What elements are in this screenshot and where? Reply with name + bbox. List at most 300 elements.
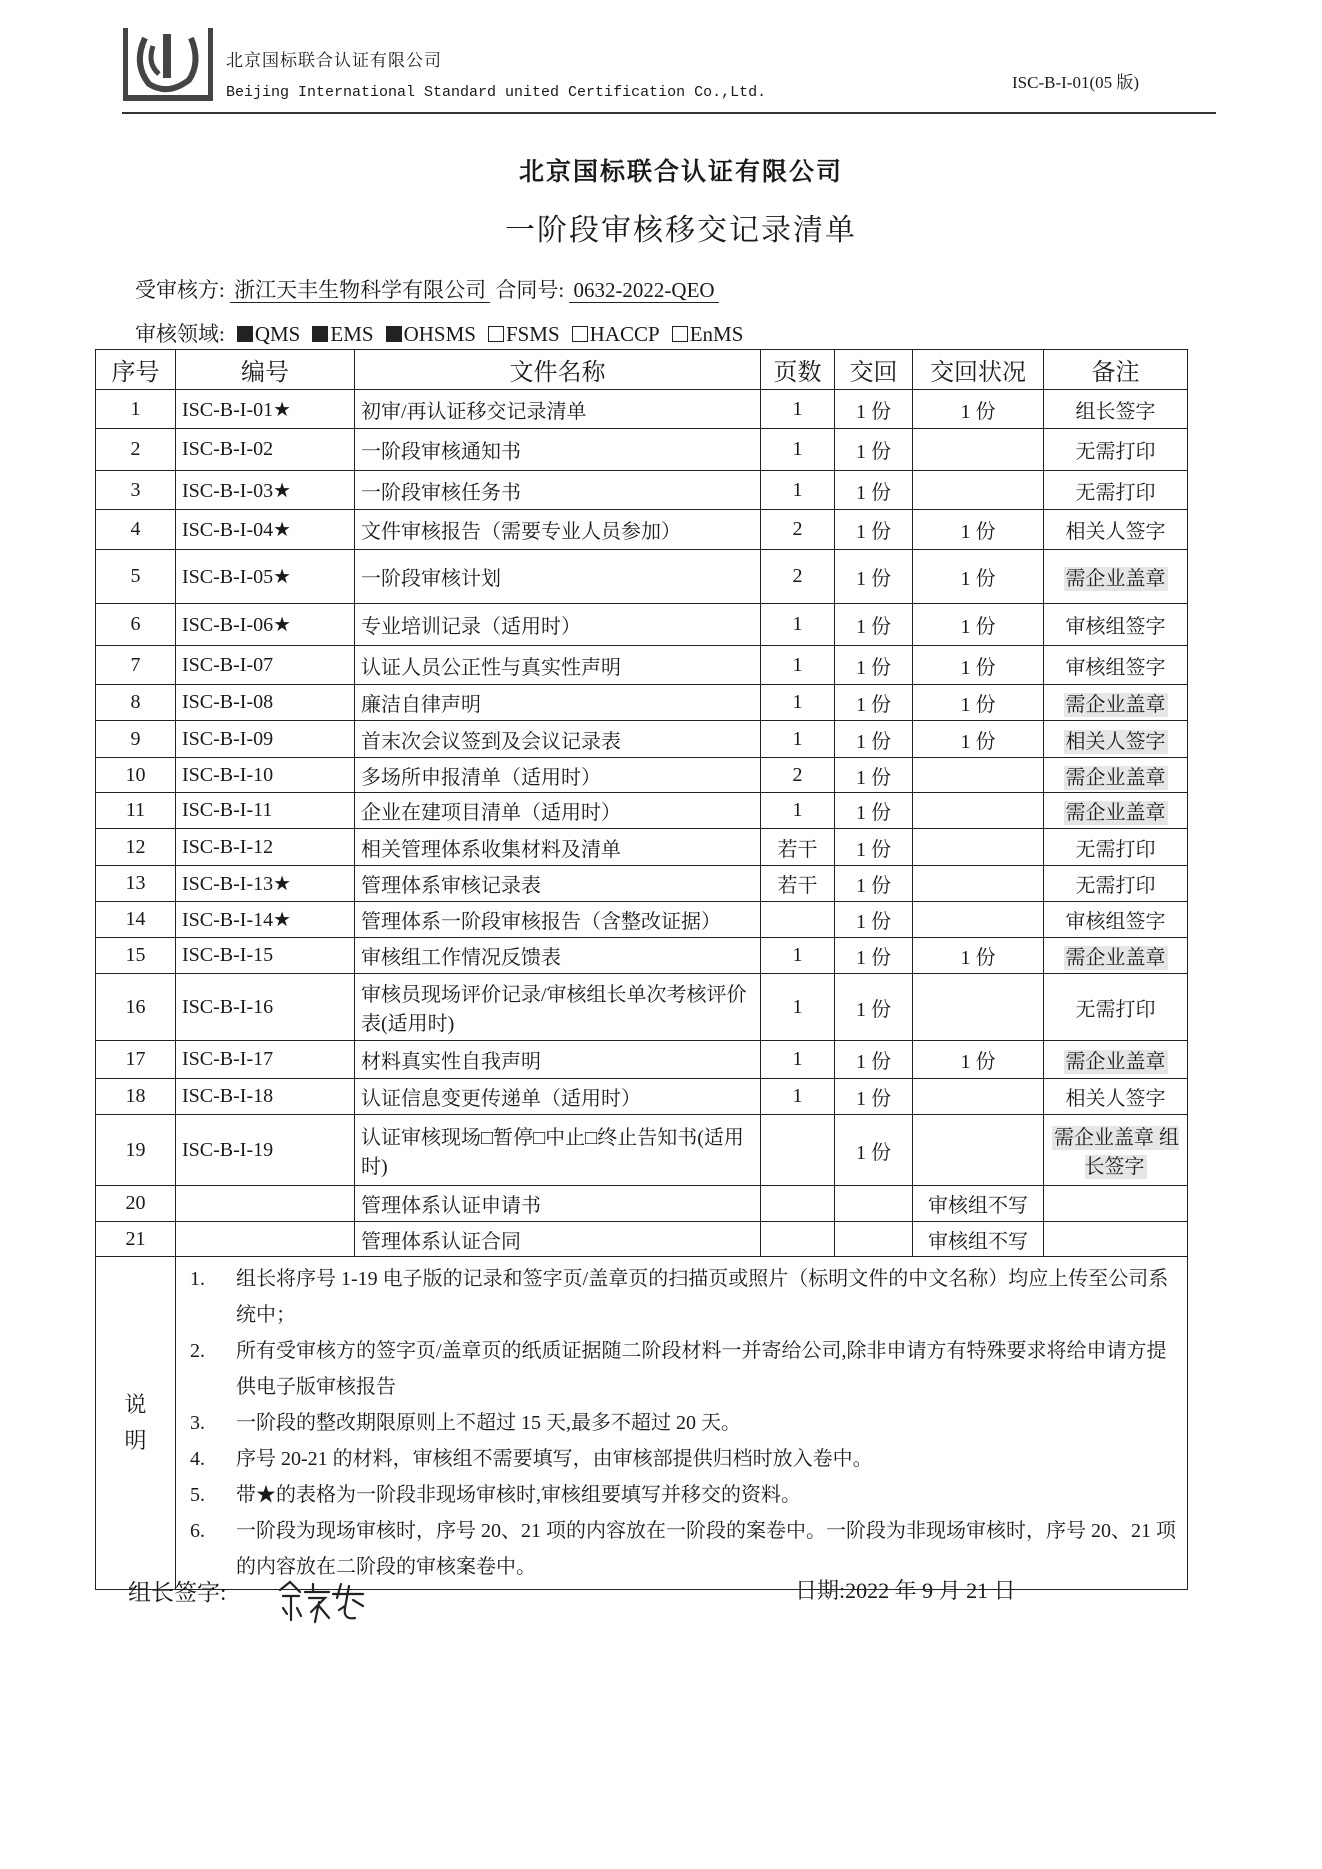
table-cell bbox=[355, 758, 761, 793]
table-cell bbox=[355, 429, 761, 471]
cell-text: 无需打印 bbox=[1075, 481, 1156, 504]
cell-text: 1 份 bbox=[856, 1051, 891, 1073]
cell-text: 16 bbox=[125, 995, 146, 1018]
notes-row bbox=[96, 1257, 1188, 1590]
company-name-en: Beijing International Standard united Certification Co.,Ltd. bbox=[226, 84, 767, 101]
date-value: 2022 年 9 月 21 日 bbox=[845, 1578, 1016, 1603]
table-cell bbox=[355, 866, 761, 902]
cell-text: 1 份 bbox=[960, 730, 996, 753]
table-row bbox=[96, 510, 1188, 550]
cell-text: 1 份 bbox=[960, 616, 996, 638]
table-cell bbox=[176, 866, 355, 902]
table-cell bbox=[1044, 866, 1188, 902]
checkbox-icon bbox=[572, 326, 588, 342]
table-cell bbox=[355, 685, 761, 721]
cell-text: 2 bbox=[792, 565, 803, 587]
cell-text: 2 bbox=[792, 763, 803, 786]
table-row bbox=[96, 685, 1188, 721]
table-row bbox=[96, 646, 1188, 685]
cell-text: 9 bbox=[130, 727, 141, 750]
cell-text: 1 份 bbox=[960, 656, 996, 679]
table-row bbox=[96, 721, 1188, 758]
scope-option-label: QMS bbox=[254, 322, 301, 346]
table-cell bbox=[96, 471, 176, 510]
scope-option-label: FSMS bbox=[505, 322, 560, 346]
table-cell bbox=[1044, 390, 1188, 429]
cell-text: ISC-B-I-16 bbox=[182, 995, 274, 1018]
table-cell bbox=[355, 471, 761, 510]
table-cell bbox=[96, 721, 176, 758]
cell-text: 若干 bbox=[777, 838, 818, 861]
cell-text: 1 份 bbox=[856, 1141, 891, 1164]
scope-option bbox=[476, 322, 560, 346]
cell-text: 一阶段审核计划 bbox=[361, 568, 501, 590]
table-row bbox=[96, 1079, 1188, 1115]
cell-text: 需企业盖章 bbox=[1065, 1051, 1166, 1073]
date-label: 日期: bbox=[795, 1578, 846, 1603]
table-cell bbox=[1044, 1079, 1188, 1115]
cell-text: ISC-B-I-14★ bbox=[182, 909, 292, 931]
table-row bbox=[96, 471, 1188, 510]
cell-text: 1 bbox=[792, 397, 803, 420]
checkbox-icon bbox=[386, 326, 402, 342]
cell-text: 20 bbox=[125, 1192, 146, 1214]
table-row bbox=[96, 793, 1188, 829]
contract-label: 合同号: bbox=[495, 278, 565, 302]
cell-text: 19 bbox=[125, 1138, 146, 1161]
table-cell bbox=[96, 902, 176, 938]
note-item: 5. 带★的表格为一阶段非现场审核时,审核组要填写并移交的资料。 bbox=[190, 1484, 801, 1506]
cell-text: 3 bbox=[130, 478, 141, 501]
table-cell bbox=[355, 974, 761, 1041]
table-cell bbox=[96, 550, 176, 604]
cell-text: ISC-B-I-01★ bbox=[182, 398, 292, 421]
cell-text: 1 份 bbox=[960, 947, 996, 969]
table-cell bbox=[176, 550, 355, 604]
table-cell bbox=[176, 471, 355, 510]
table-cell bbox=[176, 829, 355, 866]
table-cell bbox=[761, 1186, 835, 1222]
table-cell bbox=[761, 1079, 835, 1115]
table-cell bbox=[1044, 793, 1188, 829]
cell-text: 需企业盖章 bbox=[1065, 694, 1166, 716]
table-row bbox=[96, 429, 1188, 471]
table-cell bbox=[913, 1222, 1044, 1257]
cell-text: 1 bbox=[792, 653, 803, 676]
checkbox-icon bbox=[672, 326, 688, 342]
table-cell bbox=[913, 974, 1044, 1041]
table-cell bbox=[355, 1222, 761, 1257]
checkbox-icon bbox=[237, 326, 253, 342]
table-cell bbox=[1044, 1041, 1188, 1079]
table-cell bbox=[96, 758, 176, 793]
cell-text: ISC-B-I-12 bbox=[182, 835, 274, 858]
table-cell bbox=[913, 390, 1044, 429]
cell-text: ISC-B-I-15 bbox=[182, 944, 274, 966]
cell-text: 7 bbox=[130, 653, 141, 676]
table-cell bbox=[913, 604, 1044, 646]
cell-text: 17 bbox=[125, 1048, 146, 1070]
cell-text: 2 bbox=[130, 438, 141, 460]
table-cell bbox=[761, 974, 835, 1041]
note-item: 2. 所有受审核方的签字页/盖章页的纸质证据随二阶段材料一并寄给公司,除非申请方有特殊要求将给申请方提供电子版审核报告 bbox=[190, 1340, 1167, 1398]
header-divider bbox=[122, 112, 1216, 114]
cell-text: 相关管理体系收集材料及清单 bbox=[361, 838, 621, 861]
cell-text: 需企业盖章 bbox=[1065, 802, 1166, 824]
table-row bbox=[96, 1222, 1188, 1257]
cell-text: 1 份 bbox=[856, 568, 891, 590]
notes-label: 说明 bbox=[96, 1257, 176, 1590]
table-cell bbox=[835, 646, 913, 685]
table-cell bbox=[355, 721, 761, 758]
cell-text: 多场所申报清单（适用时） bbox=[361, 766, 601, 789]
cell-text: 15 bbox=[125, 944, 146, 966]
cell-text: 1 bbox=[792, 438, 803, 460]
table-cell bbox=[761, 429, 835, 471]
auditee-label: 受审核方: bbox=[135, 278, 225, 302]
table-cell bbox=[355, 902, 761, 938]
table-cell bbox=[913, 866, 1044, 902]
scope-option bbox=[225, 322, 301, 346]
table-cell bbox=[355, 793, 761, 829]
table-cell bbox=[1044, 471, 1188, 510]
cell-text: 1 bbox=[792, 1048, 803, 1070]
cell-text: 6 bbox=[130, 613, 141, 635]
cell-text: 认证人员公正性与真实性声明 bbox=[361, 656, 621, 679]
table-cell bbox=[835, 938, 913, 974]
cell-text: 2 bbox=[792, 518, 803, 540]
cell-text: ISC-B-I-05★ bbox=[182, 566, 292, 588]
cell-text: 18 bbox=[125, 1085, 146, 1107]
table-cell bbox=[913, 1079, 1044, 1115]
cell-text: ISC-B-I-09 bbox=[182, 727, 274, 750]
cell-text: ISC-B-I-02 bbox=[182, 438, 274, 460]
cell-text: ISC-B-I-17 bbox=[182, 1048, 274, 1070]
company-logo bbox=[123, 26, 213, 102]
table-cell bbox=[96, 793, 176, 829]
table-cell bbox=[761, 1222, 835, 1257]
column-header: 序号 bbox=[96, 350, 176, 390]
table-cell bbox=[835, 471, 913, 510]
scope-option bbox=[560, 322, 660, 346]
scope-option bbox=[660, 322, 744, 346]
table-cell bbox=[1044, 1186, 1188, 1222]
scope-option bbox=[374, 322, 476, 346]
table-cell bbox=[835, 902, 913, 938]
cell-text: 审核组签字 bbox=[1065, 656, 1166, 679]
cell-text: 管理体系一阶段审核报告（含整改证据） bbox=[361, 911, 721, 933]
scope-option-label: HACCP bbox=[589, 322, 660, 346]
auditee-value: 浙江天丰生物科学有限公司 bbox=[230, 278, 490, 303]
cell-text: 1 份 bbox=[856, 616, 891, 638]
table-cell bbox=[176, 758, 355, 793]
transfer-record-table bbox=[95, 349, 1188, 1590]
cell-text: 1 bbox=[792, 613, 803, 635]
cell-text: 1 份 bbox=[856, 400, 891, 423]
cell-text: 需企业盖章 bbox=[1065, 947, 1166, 969]
table-cell bbox=[913, 758, 1044, 793]
table-cell bbox=[761, 604, 835, 646]
checkbox-icon bbox=[488, 326, 504, 342]
table-cell bbox=[835, 550, 913, 604]
table-cell bbox=[1044, 604, 1188, 646]
cell-text: 管理体系认证申请书 bbox=[361, 1195, 541, 1217]
table-cell bbox=[96, 1115, 176, 1186]
cell-text: 无需打印 bbox=[1075, 838, 1156, 861]
cell-text: 无需打印 bbox=[1075, 441, 1156, 463]
table-cell bbox=[176, 1115, 355, 1186]
table-cell bbox=[96, 1041, 176, 1079]
table-cell bbox=[355, 550, 761, 604]
table-cell bbox=[835, 721, 913, 758]
cell-text: ISC-B-I-10 bbox=[182, 763, 274, 786]
cell-text: 需企业盖章 组长签字 bbox=[1054, 1127, 1179, 1178]
table-cell bbox=[761, 510, 835, 550]
table-cell bbox=[96, 1222, 176, 1257]
table-cell bbox=[176, 604, 355, 646]
table-cell bbox=[96, 390, 176, 429]
table-cell bbox=[1044, 721, 1188, 758]
table-cell bbox=[176, 429, 355, 471]
table-cell bbox=[835, 1115, 913, 1186]
cell-text: 需企业盖章 bbox=[1065, 568, 1166, 590]
cell-text: 21 bbox=[125, 1227, 146, 1250]
note-item: 6. 一阶段为现场审核时，序号 20、21 项的内容放在一阶段的案卷中。一阶段为非现场审核时，序号 20、21 项的内容放在二阶段的审核案卷中。 bbox=[190, 1520, 1176, 1578]
audit-scope-line bbox=[135, 318, 743, 348]
cell-text: 认证信息变更传递单（适用时） bbox=[361, 1088, 641, 1110]
column-header: 编号 bbox=[176, 350, 355, 390]
cell-text: 相关人签字 bbox=[1065, 521, 1166, 543]
table-row bbox=[96, 1186, 1188, 1222]
cell-text: 1 份 bbox=[856, 656, 891, 679]
table-cell bbox=[176, 1041, 355, 1079]
table-cell bbox=[761, 866, 835, 902]
table-row bbox=[96, 758, 1188, 793]
table-cell bbox=[1044, 429, 1188, 471]
scope-option-label: OHSMS bbox=[403, 322, 476, 346]
scope-option-label: EMS bbox=[330, 322, 374, 346]
cell-text: 1 bbox=[792, 1085, 803, 1107]
table-row bbox=[96, 829, 1188, 866]
table-cell bbox=[96, 866, 176, 902]
auditee-line bbox=[135, 274, 719, 304]
table-cell bbox=[96, 685, 176, 721]
cell-text: 1 份 bbox=[960, 400, 996, 423]
table-cell bbox=[355, 646, 761, 685]
table-cell bbox=[1044, 685, 1188, 721]
table-cell bbox=[176, 390, 355, 429]
table-cell bbox=[1044, 902, 1188, 938]
cell-text: ISC-B-I-19 bbox=[182, 1138, 274, 1161]
table-cell bbox=[96, 938, 176, 974]
table-cell bbox=[913, 510, 1044, 550]
table-cell bbox=[913, 471, 1044, 510]
cell-text: 审核组工作情况反馈表 bbox=[361, 947, 561, 969]
cell-text: 1 份 bbox=[856, 911, 891, 933]
cell-text: 1 份 bbox=[960, 1051, 996, 1073]
cell-text: 1 bbox=[792, 944, 803, 966]
cell-text: 1 bbox=[130, 397, 141, 420]
table-cell bbox=[835, 758, 913, 793]
scope-option-label: EnMS bbox=[689, 322, 744, 346]
table-cell bbox=[176, 721, 355, 758]
table-cell bbox=[96, 1079, 176, 1115]
cell-text: 首末次会议签到及会议记录表 bbox=[361, 730, 621, 753]
cell-text: 廉洁自律声明 bbox=[361, 694, 481, 716]
cell-text: 相关人签字 bbox=[1065, 1088, 1166, 1110]
table-cell bbox=[913, 685, 1044, 721]
column-header: 交回 bbox=[835, 350, 913, 390]
cell-text: 管理体系认证合同 bbox=[361, 1230, 521, 1253]
table-cell bbox=[913, 938, 1044, 974]
table-cell bbox=[96, 1186, 176, 1222]
table-cell bbox=[96, 429, 176, 471]
table-cell bbox=[1044, 974, 1188, 1041]
table-cell bbox=[913, 1186, 1044, 1222]
table-row bbox=[96, 902, 1188, 938]
cell-text: 1 bbox=[792, 478, 803, 501]
table-cell bbox=[96, 974, 176, 1041]
table-cell bbox=[835, 793, 913, 829]
cell-text: 1 份 bbox=[856, 802, 891, 824]
table-header-row bbox=[96, 350, 1188, 390]
cell-text: ISC-B-I-08 bbox=[182, 691, 274, 713]
cell-text: 1 份 bbox=[856, 766, 891, 789]
column-header: 备注 bbox=[1044, 350, 1188, 390]
table-row bbox=[96, 1115, 1188, 1186]
cell-text: 1 份 bbox=[856, 947, 891, 969]
table-cell bbox=[96, 646, 176, 685]
cell-text: 13 bbox=[125, 872, 146, 894]
cell-text: 1 份 bbox=[856, 1088, 891, 1110]
cell-text: 无需打印 bbox=[1075, 998, 1156, 1021]
cell-text: ISC-B-I-11 bbox=[182, 799, 273, 821]
table-cell bbox=[176, 793, 355, 829]
table-cell bbox=[835, 1079, 913, 1115]
cell-text: 1 份 bbox=[856, 694, 891, 716]
cell-text: 1 份 bbox=[856, 441, 891, 463]
cell-text: 1 bbox=[792, 691, 803, 713]
table-cell bbox=[835, 604, 913, 646]
cell-text: 14 bbox=[125, 908, 146, 930]
cell-text: ISC-B-I-06★ bbox=[182, 614, 292, 636]
table-cell bbox=[761, 721, 835, 758]
table-cell bbox=[761, 938, 835, 974]
cell-text: 1 份 bbox=[960, 521, 996, 543]
note-item: 3. 一阶段的整改期限原则上不超过 15 天,最多不超过 20 天。 bbox=[190, 1412, 741, 1434]
cell-text: 若干 bbox=[777, 875, 818, 897]
cell-text: ISC-B-I-13★ bbox=[182, 873, 292, 895]
handwritten-signature bbox=[275, 1578, 370, 1628]
table-cell bbox=[355, 604, 761, 646]
table-cell bbox=[761, 758, 835, 793]
table-cell bbox=[1044, 829, 1188, 866]
cell-text: ISC-B-I-07 bbox=[182, 653, 274, 676]
table-cell bbox=[761, 550, 835, 604]
table-row bbox=[96, 604, 1188, 646]
table-cell bbox=[176, 1186, 355, 1222]
table-cell bbox=[835, 1041, 913, 1079]
cell-text: 1 份 bbox=[856, 838, 891, 861]
cell-text: 8 bbox=[130, 691, 141, 713]
table-cell bbox=[913, 721, 1044, 758]
cell-text: 11 bbox=[125, 799, 146, 821]
cell-text: 1 bbox=[792, 727, 803, 750]
table-cell bbox=[913, 902, 1044, 938]
cell-text: 1 份 bbox=[960, 568, 996, 590]
column-header: 交回状况 bbox=[913, 350, 1044, 390]
cell-text: ISC-B-I-18 bbox=[182, 1085, 274, 1107]
table-cell bbox=[835, 829, 913, 866]
cell-text: 1 份 bbox=[856, 481, 891, 504]
table-cell bbox=[96, 604, 176, 646]
table-cell bbox=[96, 510, 176, 550]
table-cell bbox=[913, 793, 1044, 829]
cell-text: 1 份 bbox=[856, 875, 891, 897]
cell-text: ISC-B-I-03★ bbox=[182, 479, 292, 502]
cell-text: 审核组不写 bbox=[928, 1195, 1028, 1217]
table-cell bbox=[1044, 510, 1188, 550]
table-cell bbox=[355, 938, 761, 974]
cell-text: 4 bbox=[130, 518, 141, 540]
table-cell bbox=[176, 510, 355, 550]
cell-text: 1 份 bbox=[856, 521, 891, 543]
table-cell bbox=[1044, 938, 1188, 974]
table-cell bbox=[761, 646, 835, 685]
date-line bbox=[795, 1574, 1016, 1605]
table-cell bbox=[1044, 1115, 1188, 1186]
scope-option bbox=[300, 322, 373, 346]
cell-text: 1 份 bbox=[856, 998, 891, 1021]
table-row bbox=[96, 938, 1188, 974]
table-cell bbox=[176, 1222, 355, 1257]
cell-text: 无需打印 bbox=[1075, 875, 1156, 897]
note-item: 1. 组长将序号 1-19 电子版的记录和签字页/盖章页的扫描页或照片（标明文件的中文名称）均应上传至公司系统中； bbox=[190, 1268, 1169, 1326]
table-cell bbox=[355, 1041, 761, 1079]
cell-text: 初审/再认证移交记录清单 bbox=[361, 400, 587, 423]
company-name-cn: 北京国标联合认证有限公司 bbox=[226, 51, 442, 70]
table-cell bbox=[761, 902, 835, 938]
cell-text: 审核组不写 bbox=[928, 1230, 1028, 1253]
table-cell bbox=[761, 1115, 835, 1186]
table-cell bbox=[761, 471, 835, 510]
table-cell bbox=[355, 1186, 761, 1222]
cell-text: 组长签字 bbox=[1075, 400, 1156, 423]
table-cell bbox=[96, 829, 176, 866]
table-row bbox=[96, 550, 1188, 604]
table-cell bbox=[835, 685, 913, 721]
cell-text: 专业培训记录（适用时） bbox=[361, 616, 581, 638]
table-cell bbox=[835, 429, 913, 471]
table-cell bbox=[1044, 758, 1188, 793]
cell-text: 审核组签字 bbox=[1065, 616, 1166, 638]
table-cell bbox=[761, 793, 835, 829]
cell-text: 审核员现场评价记录/审核组长单次考核评价表(适用时) bbox=[361, 984, 747, 1035]
cell-text: 管理体系审核记录表 bbox=[361, 875, 541, 897]
table-cell bbox=[761, 829, 835, 866]
table-cell bbox=[835, 974, 913, 1041]
note-item: 4. 序号 20-21 的材料，审核组不需要填写，由审核部提供归档时放入卷中。 bbox=[190, 1448, 873, 1470]
cell-text: 1 份 bbox=[856, 730, 891, 753]
table-cell bbox=[913, 1041, 1044, 1079]
cell-text: 材料真实性自我声明 bbox=[361, 1051, 541, 1073]
form-code: ISC-B-I-01(05 版) bbox=[1012, 73, 1140, 92]
table-cell bbox=[355, 1115, 761, 1186]
table-cell bbox=[835, 1222, 913, 1257]
table-cell bbox=[835, 1186, 913, 1222]
table-cell bbox=[176, 974, 355, 1041]
cell-text: ISC-B-I-04★ bbox=[182, 519, 292, 541]
